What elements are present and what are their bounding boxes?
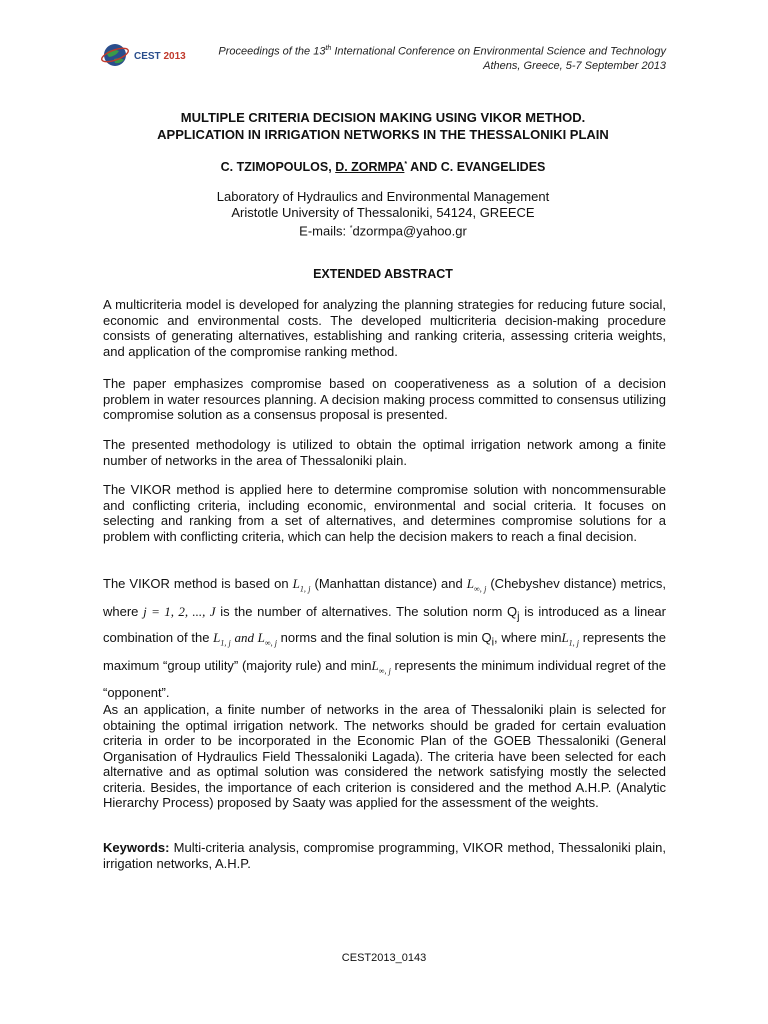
section-heading: EXTENDED ABSTRACT [313, 267, 453, 281]
corresponding-author: D. ZORMPA [335, 160, 405, 174]
affiliation: Laboratory of Hydraulics and Environmental Management Aristotle University of Thessaloniki, 54124, GREECE E-mails: *dzormpa@yahoo.gr [100, 189, 666, 239]
paragraph-1: A multicriteria model is developed for analyzing the planning strategies for reducing future social, economic and environmental costs. The developed multicriteria decision-making procedure consists of generating alternatives, establishing and ranking criteria, assessing criteria weights, and application of the compromise ranking method. [103, 297, 666, 359]
paragraph-5: The VIKOR method is based on $L_{1, j}$ (Manhattan distance) and $L_{\infty, j}$ (Chebyshev distance) metrics, where j = 1, 2, ..., J is the number of alternatives. The solution norm $Q_j$ is introduced as a linear combination of the $L_{1, j}$ and $L_{\infty, j}$ norms and the final solution is $\min Q_i$, where minL$_{1, j}$ represents the maximum “group utility” (majority rule) and minL$_{\infty, j}$ represents the minimum individual regret of the “opponent”. [103, 576, 666, 701]
page-footer-id: CEST2013_0143 [341, 952, 427, 964]
keywords-text: Multi-criteria analysis, compromise programming, VIKOR method, Thessaloniki plain, irrigation networks, A.H.P. [103, 840, 666, 871]
logo-text: CEST 2013 [134, 51, 186, 62]
paragraph-4: The VIKOR method is applied here to determine compromise solution with noncommensurable and conflicting criteria, including economic, environmental and social criteria. It focuses on selecting and ranking from a set of alternatives, and determines compromise solutions for a problem with conflicting criteria, which can help the decision makers to reach a final decision. [103, 482, 666, 544]
email-line: E-mails: *dzormpa@yahoo.gr [299, 223, 467, 239]
cest-logo [100, 40, 192, 70]
math-linfj: $L_{\infty, j}$ [466, 576, 487, 594]
math-l1j: $L_{1, j}$ [292, 576, 311, 594]
header-line-1: Proceedings of the 13th International Conference on Environmental Science and Technology [218, 45, 666, 58]
globe-icon [100, 40, 130, 70]
math-l1j: $L_{1, j}$ [213, 630, 231, 648]
paragraph-3: The presented methodology is utilized to obtain the optimal irrigation network among a finite number of networks in the area of Thessaloniki plain. [103, 437, 666, 468]
paragraph-2: The paper emphasizes compromise based on cooperativeness as a solution of a decision problem in water resources planning. A decision making process committed to consensus utilizing compromise solution as a consensus proposal is presented. [103, 376, 666, 422]
paper-title: MULTIPLE CRITERIA DECISION MAKING USING VIKOR METHOD. APPLICATION IN IRRIGATION NETWORKS IN THE THESSALONIKI PLAIN [157, 110, 609, 142]
running-header [218, 42, 666, 73]
math-j-range: j = 1, 2, ..., J [143, 603, 216, 619]
math-linfj: $L_{\infty, j}$ [257, 630, 277, 648]
paragraph-6: As an application, a finite number of networks in the area of Thessaloniki plain is selected for obtaining the optimal irrigation network. The networks should be graded for certain evaluation criteria in order to be incorporated in the Economic Plan of the GOEB Thessaloniki (General Organisation of Hydraulics Field Thessaloniki Lagada). The criteria have been selected for each alternative and as optimal solution was considered the network satisfying mostly the selected criteria. Besides, the importance of each criterion is considered and the method A.H.P. (Analytic Hierarchy Process) proposed by Saaty was applied for the assessment of the weights. [103, 702, 666, 810]
math-l1j: $L_{1, j}$ [561, 630, 579, 648]
email-link[interactable]: dzormpa@yahoo.gr [352, 223, 467, 239]
keywords-label: Keywords: [103, 840, 170, 855]
header-line-2: Athens, Greece, 5-7 September 2013 [483, 59, 666, 72]
author-list: C. TZIMOPOULOS, D. ZORMPA* AND C. EVANGELIDES [220, 160, 546, 174]
math-linfj: $L_{\infty, j}$ [371, 657, 391, 676]
keywords [103, 840, 666, 871]
